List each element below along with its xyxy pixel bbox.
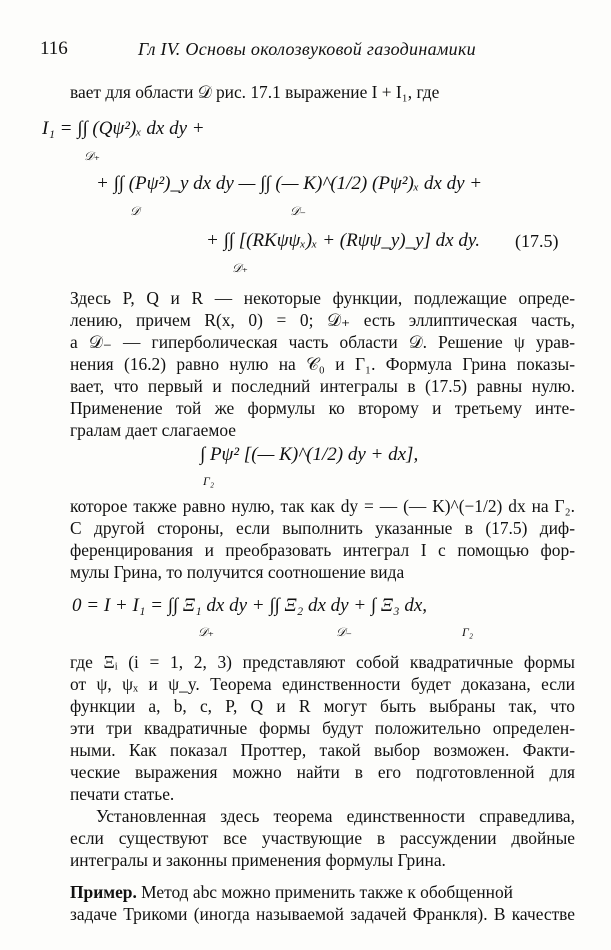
text-line: если существуют все участвующие в рассуждении двойные [70,828,575,848]
equation-green-relation-domain-2: 𝒟₋ [336,625,352,639]
text-line: вает для области 𝒟 рис. 17.1 выражение I + I₁, где [70,82,440,102]
page-number: 116 [40,38,68,59]
text-line: которое также равно нулю, так как dy = — (— K)^(−1/2) dx на Γ₂. [70,496,575,516]
text-line: от ψ, ψₓ и ψ_y. Теорема единственности будет доказана, если [70,674,575,694]
equation-green-relation-domain-3: Γ₂ [462,625,473,639]
text-line: функции a, b, c, P, Q и R могут быть выбраны так, что [70,696,575,716]
equation-17-5-line2: + ∫∫ (Pψ²)_y dx dy — ∫∫ (— K)^(1/2) (Pψ²)ₓ dx dy + [96,173,483,194]
example-line [70,884,575,901]
equation-boundary-integral: ∫ Pψ² [(— K)^(1/2) dy + dx], [200,444,419,465]
text-line: нения (16.2) равно нулю на 𝒞₀ и Γ₁. Формула Грина показы- [70,354,575,374]
text-line: мулы Грина, то получится соотношение вида [70,562,405,582]
text-line: Здесь P, Q и R — некоторые функции, подлежащие опреде- [70,288,575,308]
text-line: Установленная здесь теорема единственности справедлива, [96,806,575,826]
example-text: Метод abc можно применить также к обобщенной [136,882,513,902]
text-line: ными. Как показал Проттер, такой выбор возможен. Факти- [70,740,575,760]
text-line: гралам дает слагаемое [70,420,237,440]
equation-boundary-domain: Γ₂ [203,474,214,488]
example-label: Пример. [70,882,137,902]
text-line: а 𝒟₋ — гиперболическая часть области 𝒟. Решение ψ урав- [70,332,575,352]
text-line: задаче Трикоми (иногда называемой задачей Франкля). В качестве [70,904,575,924]
text-line: где Ξᵢ (i = 1, 2, 3) представляют собой квадратичные формы [70,652,575,672]
equation-green-relation-domain-1: 𝒟₊ [198,625,214,639]
equation-green-relation: 0 = I + I₁ = ∫∫ Ξ₁ dx dy + ∫∫ Ξ₂ dx dy + ∫ Ξ₃ dx, [72,595,428,616]
equation-number: (17.5) [515,231,559,251]
running-head: Гл IV. Основы околозвуковой газодинамики [138,39,476,59]
equation-17-5-line2-domain-1: 𝒟 [130,204,140,218]
text-line: интегралы и законны применения формулы Грина. [70,850,446,870]
text-line: ференцирования и преобразовать интеграл I с помощью фор- [70,540,575,560]
text-line: печати статье. [70,784,175,804]
equation-17-5-line3: + ∫∫ [(RKψψₓ)ₓ + (Rψψ_y)_y] dx dy. [206,230,480,251]
equation-17-5-line3-domain: 𝒟₊ [232,261,248,275]
equation-17-5-line1-domain: 𝒟₊ [84,149,100,163]
text-line: эти три квадратичные формы будут положительно определен- [70,718,575,738]
text-line: ческие выражения можно найти в его подготовленной для [70,762,575,782]
equation-17-5-line1: I₁ = ∫∫ (Qψ²)ₓ dx dy + [42,118,205,139]
text-line: вает, что первый и последний интегралы в (17.5) равны нулю. [70,376,575,396]
text-line: С другой стороны, если выполнить указанные в (17.5) диф- [70,518,575,538]
text-line: Применение той же формулы ко второму и третьему инте- [70,398,575,418]
equation-17-5-line2-domain-2: 𝒟₋ [290,204,306,218]
page-header [40,38,580,66]
text-line: лению, причем R(x, 0) = 0; 𝒟₊ есть эллиптическая часть, [70,310,575,330]
